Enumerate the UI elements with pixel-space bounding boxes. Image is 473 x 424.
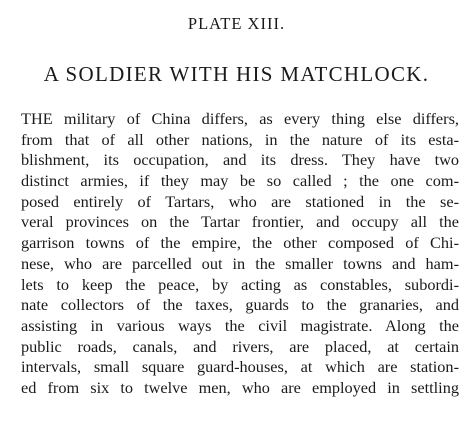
plate-heading: PLATE XIII. [187, 14, 286, 33]
body-line: from that of all other nations, in the nature of its esta- [21, 129, 459, 149]
body-line: garrison towns of the empire, the other composed of Chi- [21, 233, 459, 253]
body-line: veral provinces on the Tartar frontier, and occupy all the [21, 212, 459, 232]
body-text [21, 109, 459, 399]
body-line: posed entirely of Tartars, who are stationed in the se- [21, 191, 459, 211]
body-line: intervals, small square guard-houses, at which are station- [21, 357, 459, 377]
body-line: ed from six to twelve men, who are employed in settling [21, 377, 459, 397]
body-line: distinct armies, if they may be so called ; the one com- [21, 171, 459, 191]
page-title: A SOLDIER WITH HIS MATCHLOCK. [43, 62, 430, 86]
body-line: public roads, canals, and rivers, are placed, at certain [21, 336, 459, 356]
body-line: blishment, its occupation, and its dress. They have two [21, 150, 459, 170]
body-line: assisting in various ways the civil magistrate. Along the [21, 315, 459, 335]
body-line: lets to keep the peace, by acting as constables, subordi- [21, 274, 459, 294]
body-line: nate collectors of the taxes, guards to the granaries, and [21, 295, 459, 315]
body-line: THE military of China differs, as every thing else differs, [21, 109, 459, 128]
body-line: nese, who are parcelled out in the smaller towns and ham- [21, 253, 459, 273]
